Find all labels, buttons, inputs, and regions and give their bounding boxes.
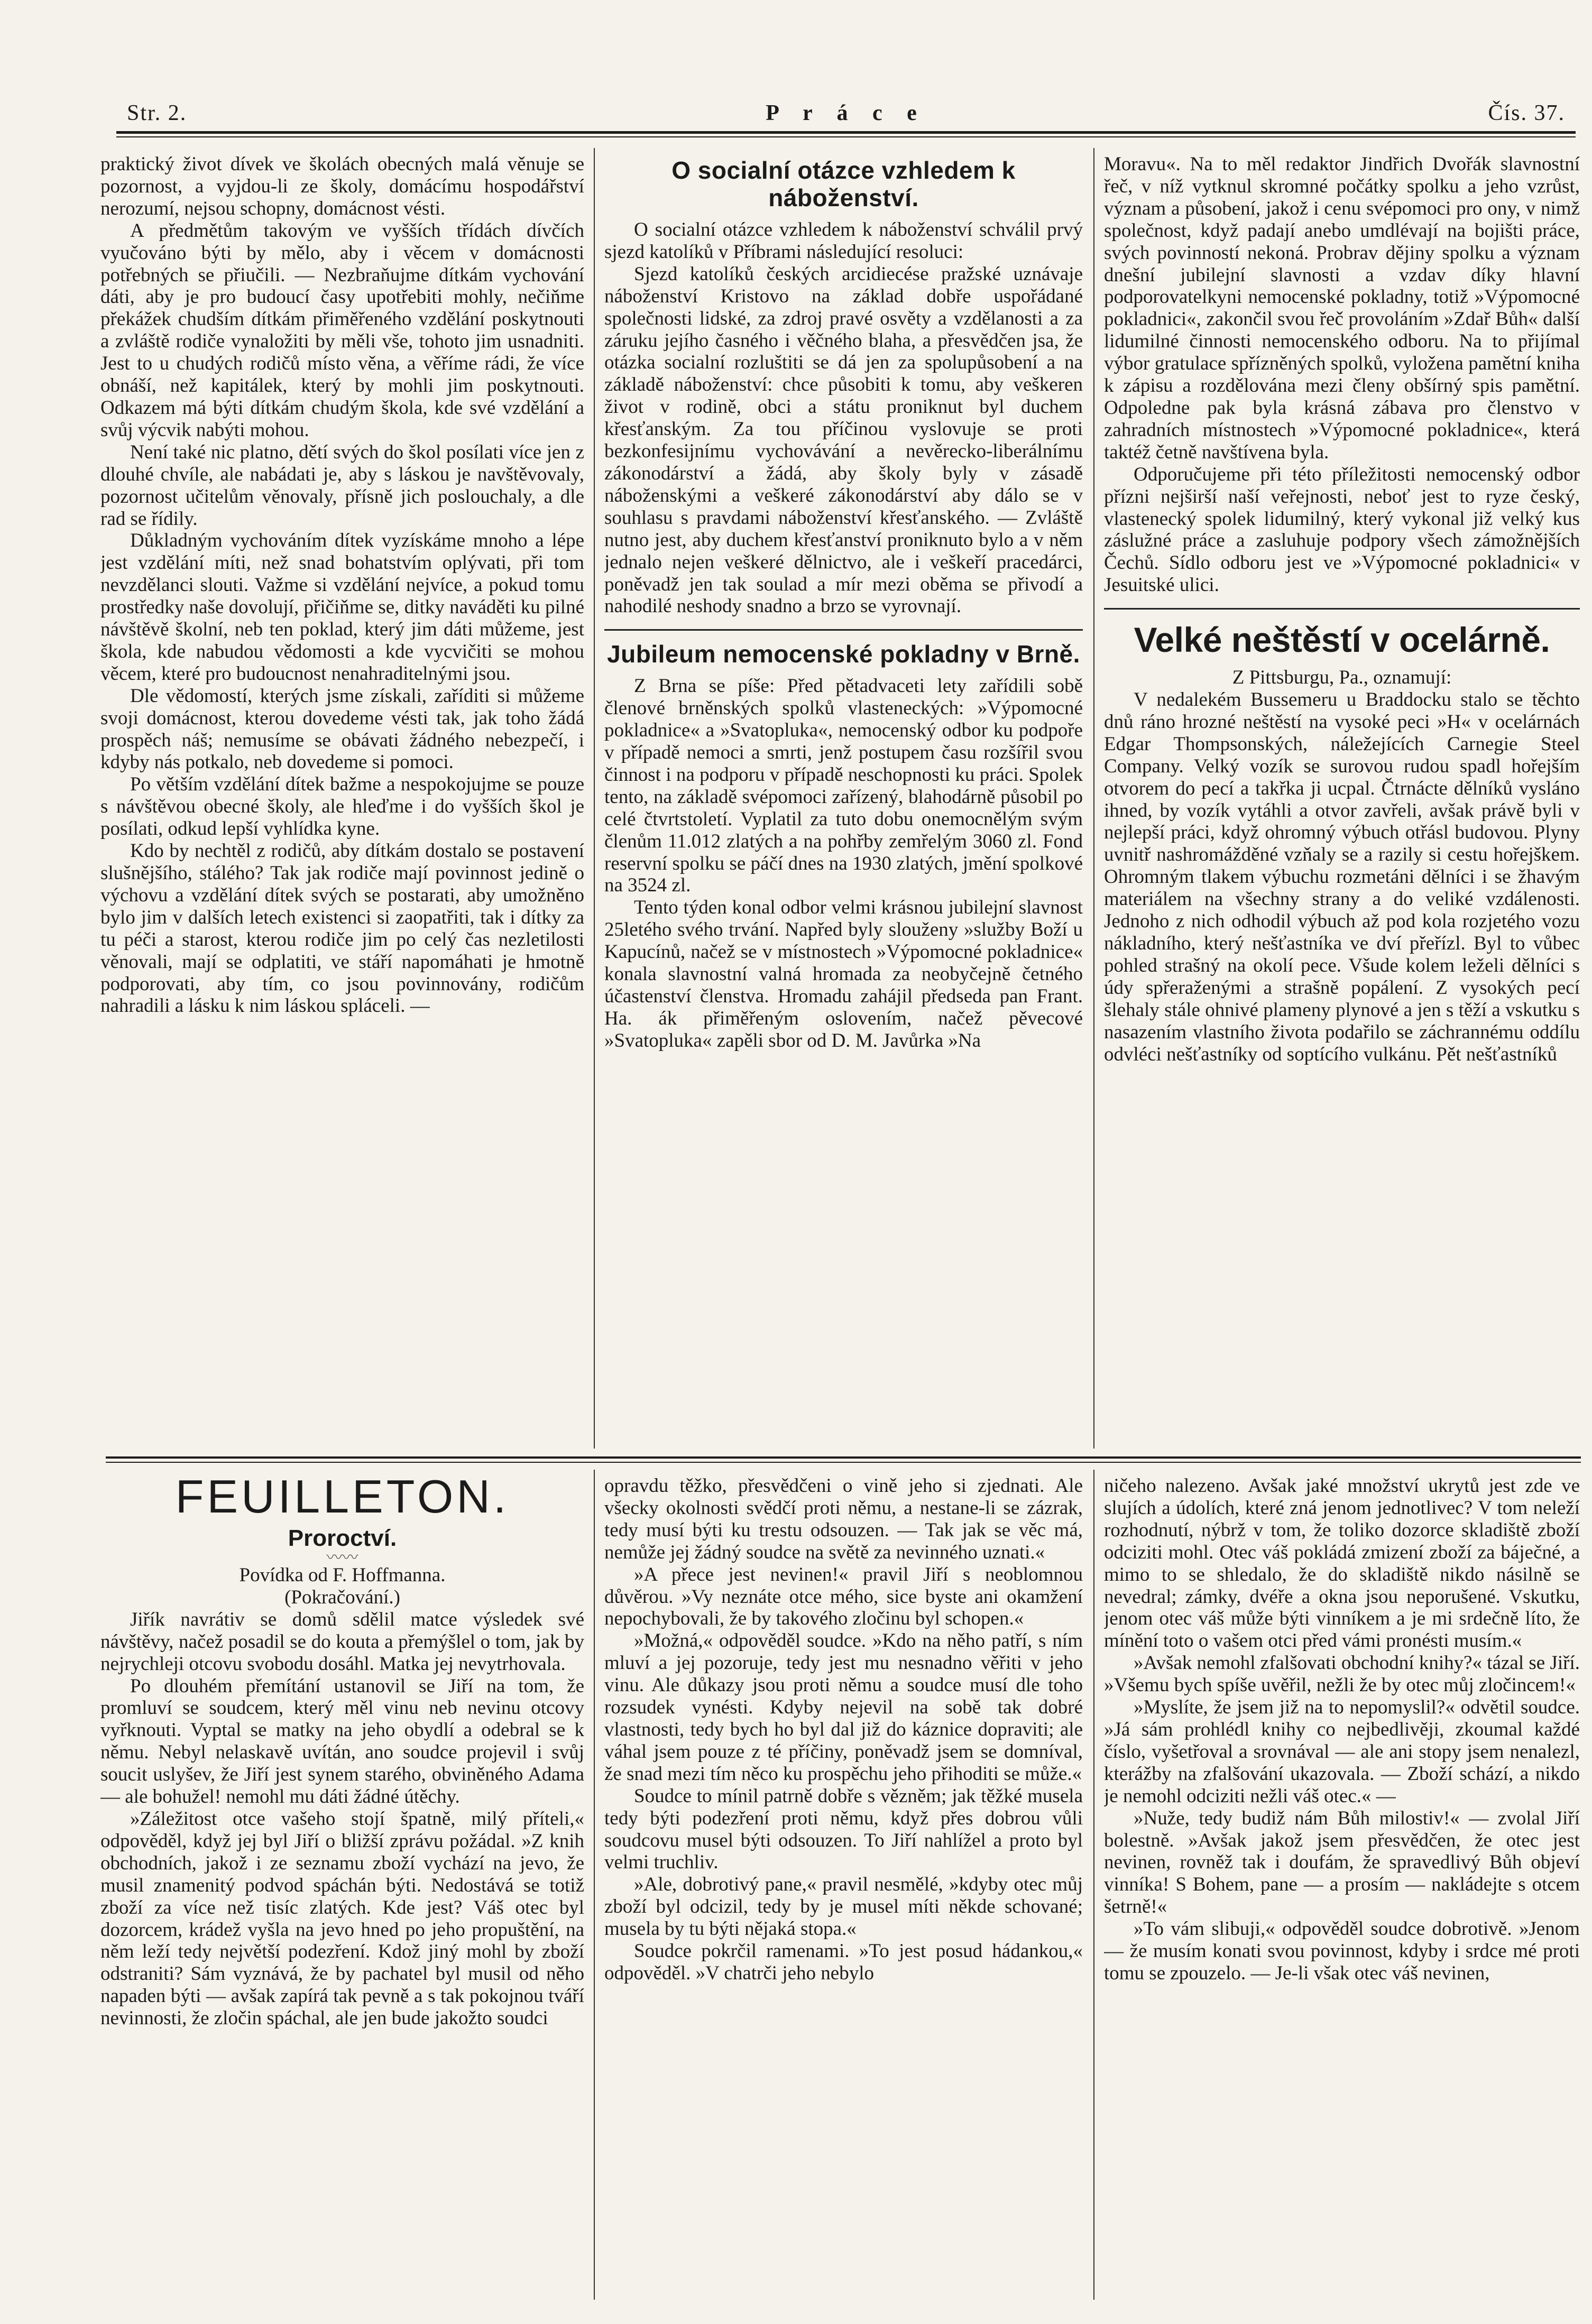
issue-number: Čís. 37. <box>1488 101 1565 125</box>
paragraph: Soudce pokrčil ramenami. »To jest posud hádankou,« odpověděl. »V chatrči jeho nebylo <box>604 1940 1083 1984</box>
byline: Povídka od F. Hoffmanna. <box>239 1564 446 1586</box>
page-number: Str. 2. <box>127 101 187 125</box>
paragraph: »A přece jest nevinen!« pravil Jiří s neoblomnou důvěrou. »Vy neznáte otce mého, sice byste ani okamžení nepochybovali, že by takového zločinu byl schopen.« <box>604 1563 1083 1630</box>
column-divider <box>594 1470 595 2300</box>
feuilleton-rule <box>106 1456 1581 1459</box>
feuilleton-column-1 <box>100 1467 584 2302</box>
paragraph: Z Brna se píše: Před pětadvaceti lety zařídili sobě členové brněnských spolků vlasteneckých: »Výpomocné pokladnice« a »Svatopluka«, nemocenský odbor ku podpoře v případě nemoci a smrti, jenž postupem času rozšířil svou činnost i na podporu v případě neschopnosti ku práci. Spolek tento, na základě svépomoci zařízený, blahodárně působil po celé čtvrtstoletí. Vyplatil za tuto dobu onemocnělým svým členům 11.012 zlatých a na pohřby zemřelým 3060 zl. Fond reservní spolku se páčí dnes na 1930 zlatých, jmění spolkové na 3524 zl. <box>604 675 1083 897</box>
paragraph: Důkladným vychováním dítek vyzískáme mnoho a lépe jest vzdělání míti, než snad bohatstvím oplývati, při tom nevzdělanci slouti. Važme si vzdělání nejvíce, a pokud tomu prostředky naše dovolují, přičiňme se, ditky naváděti ku pilné návštěvě školní, neb ten poklad, který jim dáti můžeme, jest škola, kde nabudou vědomosti a kde vycvičiti se mohou věcem, které pro budoucnost nenahraditelnými jsou. <box>100 530 584 685</box>
paragraph: Tento týden konal odbor velmi krásnou jubilejní slavnost 25letého svého trvání. Napřed byly slouženy »služby Boží u Kapucínů, načež se v místnostech »Výpomocné pokladnice« konala slavnostní valná hromada za neobyčejně četného účastenství členstva. Hromadu zahájil předseda pan Frant. Ha. ák přiměřeným oslovením, načež pěvecové »Svatopluka« zapěli sbor od D. M. Javůrka »Na <box>604 897 1083 1052</box>
story-title: Proroctví. <box>288 1525 397 1551</box>
paragraph: Není také nic platno, dětí svých do škol posílati více jen z dlouhé chvíle, ale nabádati je, aby s láskou je navštěvovaly, pozornost učitelům věnovaly, přísně jich poslouchaly, a dle rad se řídily. <box>100 441 584 530</box>
paragraph: »Možná,« odpověděl soudce. »Kdo na něho patří, s ním mluví a jej pozoruje, tedy jest mu nesnadno věřiti v jeho vinu. Ale důkazy jsou proti němu a soudce musí dle toho rozsudek vynésti. Kdyby nejevil na sobě tak dobré vlastnosti, tedy bych ho byl dal již do káznice dopraviti; ale váhal jsem pouze z té příčiny, poněvadž jsem se domníval, že snad mezi tím něco ku prospěchu jeho přihoditi se může.« <box>604 1630 1083 1785</box>
paragraph: Po dlouhém přemítání ustanovil se Jiří na tom, že promluví se soudcem, který měl vinu neb nevinu otcovy vyřknouti. Vyptal se matky na jeho obydlí a odebral se k němu. Nebyl nelaskavě uvítán, ano soudce projevil i svůj soucit uslyšev, že Jiří jest synem starého, obviněného Adama — ale bohužel! nemohl mu dáti žádné útěchy. <box>100 1675 584 1808</box>
newspaper-title: P r á c e <box>766 101 926 125</box>
column-divider <box>1093 1470 1094 2300</box>
paragraph: »Záležitost otce vašeho stojí špatně, milý příteli,« odpověděl, když jej byl Jiří o bližší zprávu požádal. »Z knih obchodních, jakož i ze seznamu zboží vychází na jevo, že musil znamenitý podvod spáchán býti. Nedostává se totiž zboží za více než tisíc zlatých. Kde jest? Váš otec byl dozorcem, krádež vyšla na jevo hned po jeho propuštění, na něm leží tedy největší podezření. Kdož jiný mohl by zboží odstraniti? Sám vyznává, že by pachatel byl musil od něho napaden býti — avšak zapírá tak pevně a s tak pokojnou tváří nevinnosti, že zločin spáchal, ale jen bude jakožto soudci <box>100 1807 584 2030</box>
header-rule-thin <box>116 136 1576 137</box>
paragraph: V nedalekém Bussemeru u Braddocku stalo se těchto dnů ráno hrozné neštěstí na vysoké peci »H« v ocelárnách Edgar Thompsonských, náležejících Carnegie Steel Company. Velký vozík se surovou rudou spadl hořejším otvorem do pecí a takřka ji ucpal. Čtrnácte dělníků vysláno ihned, by vozík vytáhli a otvor zavřeli, avšak právě byli v nejlepší práci, když ohromný výbuch otřásl budovou. Plyny uvnitř nashromážděné vzňaly se a razily si cestu hořejškem. Ohromným tlakem výbuchu rozmetáni dělníci i se žhavým materiálem na všechny strany a do veliké vzdálenosti. Jednoho z nich odhodil výbuch až pod kola rozjetého vozu nákladního, který nešťastníka ve dví přeřízl. Byl to vůbec pohled strašný na okolí pece. Všude kolem leželi dělníci s údy spřeraženými a strašně popálení. Z vysokých pecí šlehaly stále ohnivé plameny plynové a jen s těží a vskutku s nasazením vlastního života podařilo se záchrannému oddílu odvléci nešťastníky od soptícího vulkánu. Pět nešťastníků <box>1104 689 1580 1065</box>
column-divider <box>594 148 595 1449</box>
article-column-2 <box>604 153 1083 1449</box>
article-column-1 <box>100 153 584 1449</box>
feuilleton-column-2 <box>604 1475 1083 2302</box>
feuilleton-title: FEUILLETON. <box>175 1470 510 1523</box>
article-divider <box>604 629 1083 631</box>
paragraph: »Nuže, tedy budiž nám Bůh milostiv!« — zvolal Jiří bolestně. »Avšak jakož jsem přesvědčen, že otec jest nevinen, rovněž tak i doufám, že spravedlivý Bůh objeví vinníka! S Bohem, pane — a prosím — nakládejte s otcem šetrně!« <box>1104 1807 1580 1918</box>
paragraph: Moravu«. Na to měl redaktor Jindřich Dvořák slavnostní řeč, v níž vytknul skromné počátky spolku a jeho vzrůst, význam a působení, jakož i cenu svépomoci pro ony, v nimž společnost, když padají anebo umdlévají na bojišti práce, svých povinností nekoná. Probrav dějiny spolku a význam dnešní jubilejní slavnosti a vzdav díky hlavní podporovatelkyni nemocenské pokladny, totiž »Výpomocné pokladnici«, zakončil svou řeč provoláním »Zdař Bůh« další lidumilné činnosti nemocenského odboru. Na to přijímal výbor gratulace spřízněných spolků, vyložena pamětní kniha k zápisu a rozdělována mezi členy obšírný spis pamětní. Odpoledne pak byla krásná zábava pro členstvo v zahradních místnostech »Výpomocné pokladnice«, která taktéž četně navštívena byla. <box>1104 153 1580 463</box>
headline: O socialní otázce vzhledem k náboženství. <box>671 156 1016 211</box>
paragraph: Po větším vzdělání dítek bažme a nespokojujme se pouze s návštěvou obecné školy, ale hleďme i do vyšších škol je posílati, odkud lepší vyhlídka kyne. <box>100 773 584 840</box>
paragraph: praktický život dívek ve školách obecných malá věnuje se pozornost, a vyjdou-li ze školy, domácímu hospodářství nerozumí, nejsou schopny, domácnost vésti. <box>100 153 584 219</box>
paragraph: A předmětům takovým ve vyšších třídách dívčích vyučováno býti by mělo, aby i věcem v domácnosti potřebných se přiučili. — Nezbraňujme dítkám vychování dáti, aby je pro budoucí časy upotřebiti mohly, nečiňme překážek chudším dítkám přiměřeného vzdělání poskytnouti a zvláště rodiče vynaložiti by měli vše, tohoto jim usnadniti. Jest to u chudých rodičů místo věna, a věříme rádi, že více obnáší, než kapitálek, který by mohli jim poskytnouti. Odkazem má býti dítkám chudým škola, kde své vzdělání a svůj výcvik nabýti mohou. <box>100 219 584 441</box>
paragraph: »Avšak nemohl zfalšovati obchodní knihy?« tázal se Jiří. »Všemu bych spíše uvěřil, nežli že by otec můj zločincem!« <box>1104 1652 1580 1696</box>
paragraph: Odporučujeme při této příležitosti nemocenský odbor přízni nejširší naší veřejnosti, neboť jest to ryze český, vlastenecký spolek lidumilný, který vykonal již velký kus záslužné práce a zasluhuje podpory všech zámožnějších Čechů. Sídlo odboru jest ve »Výpomocné pokladnici« v Jesuitské ulici. <box>1104 463 1580 596</box>
paragraph: »Myslíte, že jsem již na to nepomyslil?« odvětil soudce. »Já sám prohlédl knihy co nejbedlivěji, zkoumal každé číslo, vyšetřoval a srovnával — ale ani stopy jsem nenalezl, kterážby na zfalšování ukazovala. — Zboží schází, a nikdo je nemohl odciziti nežli váš otec.« — <box>1104 1696 1580 1807</box>
paragraph: »To vám slibuji,« odpověděl soudce dobrotivě. »Jenom — že musím konati svou povinnost, kdyby i srdce mé proti tomu se zpouzelo. — Je-li však otec váš nevinen, <box>1104 1918 1580 1984</box>
headline: Jubileum nemocenské pokladny v Brně. <box>607 640 1080 668</box>
paragraph: O socialní otázce vzhledem k náboženství schválil prvý sjezd katolíků v Příbrami následující resoluci: <box>604 219 1083 263</box>
headline: Velké neštěstí v ocelárně. <box>1134 620 1550 660</box>
feuilleton-rule-thin <box>106 1462 1581 1463</box>
paragraph: Kdo by nechtěl z rodičů, aby dítkám dostalo se postavení slušnějšího, stálého? Tak jak rodiče mají povinnost jedině o výchovu a vzdělání dítek svých se postarati, aby umožněno bylo jim v dalších letech existenci si zaopatřiti, tak i dítky za tu péči a starost, kterou rodiče jim po celý čas nezletilosti věnovali, mají se odplatiti, ve stáří napomáhati je hmotně podporovati, aby tím, co jsou povinnovány, rodičům nahradili a lásku k nim láskou spláceli. — <box>100 840 584 1017</box>
feuilleton-column-3 <box>1104 1475 1580 2302</box>
article-divider <box>1104 608 1580 610</box>
paragraph: opravdu těžko, přesvědčeni o vině jeho si zjednati. Ale všecky okolnosti svědčí proti němu, a nestane-li se zázrak, tedy musí býti ku trestu odsouzen. — Tak jak se věc má, nemůže jej žádný soudce na světě za nevinného uznati.« <box>604 1475 1083 1563</box>
paragraph: »Ale, dobrotivý pane,« pravil nesmělé, »kdyby otec můj zboží byl odcizil, tedy by je musel míti někde schované; musela by tu býti nějaká stopa.« <box>604 1874 1083 1940</box>
paragraph: Soudce to mínil patrně dobře s vězněm; jak těžké musela tedy býti podezření proti němu, když přes dobrou vůli soudcovu musel býti odsouzen. To Jiří nahlížel a proto byl velmi truchliv. <box>604 1785 1083 1874</box>
header-rule <box>116 131 1576 134</box>
dateline: Z Pittsburgu, Pa., oznamují: <box>1232 667 1452 689</box>
column-divider <box>1093 148 1094 1449</box>
paragraph: Sjezd katolíků českých arcidiecése pražské uznávaje náboženství Kristovo na základ dobře uspořádané společnosti lidské, za zdroj pravé osvěty a vzdělanosti a za záruku jejího časného i věčného blaha, a přesvědčen jsa, že otázka socialní rozluštiti se dá jen za spolupůsobení a na základě náboženství: chce působiti k tomu, aby veškeren život v rodině, obci a státu proniknut byl duchem křesťanským. Za tou příčinou vyslovuje se proti bezkonfesijnímu vychovávání a nevěrecko-liberálnímu zákonodárství a žádá, aby školy byly v zásadě náboženskými a veškeré zákonodárství aby dálo se v souhlasu s pravdami náboženství křesťanského. — Zvláště nutno jest, aby duchem křesťanství proniknuto bylo a v něm jednalo nejen veškeré dělnictvo, ale i veškeří pracedárci, poněvadž jen tak soulad a mír mezi oběma se přivodí a nahodilé neshody snadno a brzo se vyrovnají. <box>604 263 1083 617</box>
continuation-note: (Pokračování.) <box>284 1586 400 1608</box>
paragraph: ničeho nalezeno. Avšak jaké množství ukrytů jest zde ve slujích a údolích, které zná jenom jednotlivec? V tom neleží rozhodnutí, nýbrž v tom, že toliko dozorce skladiště zboží odciziti mohl. Otec váš pokládá zmizení zboží za báječné, a mimo to se shledalo, že do skladiště nikdo násilně se nevedral; zámky, dvéře a okna jsou neporušené. Vskutku, jenom otec váš může býti vinníkem a je mi srdečně líto, že mínění toto o vašem otci před vámi pronésti musím.« <box>1104 1475 1580 1652</box>
paragraph: Dle vědomostí, kterých jsme získali, zaříditi si můžeme svoji domácnost, kterou dovedeme vésti tak, jak toho žádá prospěch náš; nemusíme se obávati žádného nebezpečí, i kdyby nás potkalo, neb dovedeme si pomoci. <box>100 685 584 773</box>
article-column-3 <box>1104 153 1580 1449</box>
running-head <box>111 100 1581 127</box>
paragraph: Jiřík navrátiv se domů sdělil matce výsledek své návštěvy, načež posadil se do kouta a přemýšlel o tom, jak by nejrychleji otcovu svobodu dosáhl. Matka jej nevytrhovala. <box>100 1608 584 1675</box>
ornament-icon: 〰〰 <box>326 1549 358 1566</box>
